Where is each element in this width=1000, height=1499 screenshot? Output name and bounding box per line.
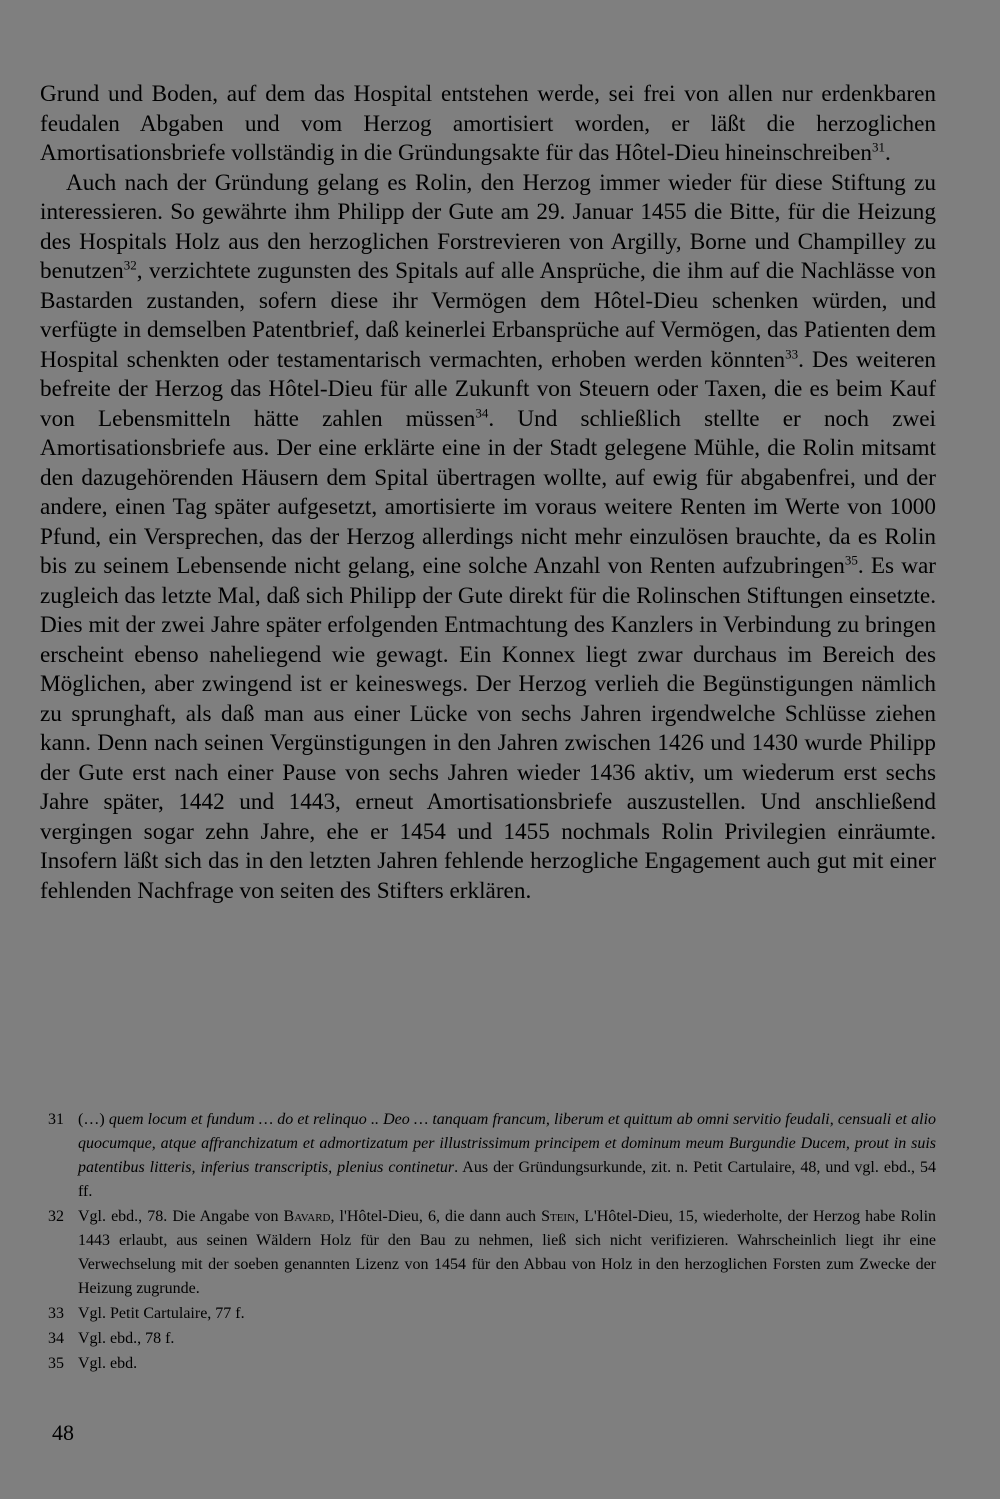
main-text: [40, 80, 936, 906]
footnote-number: 31: [48, 1111, 64, 1128]
paragraph-2: Auch nach der Gründung gelang es Rolin, den Herzog immer wieder für diese Stiftung zu interessieren. So gewährte ihm Philipp der Gute am 29. Januar 1455 die Bitte, für die Heizung des Hospitals Holz aus den herzoglichen Forstrevieren von Argilly, Borne und Champilley zu benutzen$^{32}$, verzichtete zugunsten des Spitals auf alle Ansprüche, die ihm auf die Nachlässe von Bastarden zustanden, sofern diese ihr Vermögen dem Hôtel-Dieu schenken würden, und verfügte in demselben Patentbrief, daß keinerlei Erbansprüche auf Vermögen, das Patienten dem Hospital schenkten oder testamentarisch vermachten, erhoben werden könnten$^{33}$. Des weiteren befreite der Herzog das Hôtel-Dieu für alle Zukunft von Steuern oder Taxen, die es beim Kauf von Lebensmitteln hätte zahlen müssen$^{34}$. Und schließlich stellte er noch zwei Amortisationsbriefe aus. Der eine erklärte eine in der Stadt gelegene Mühle, die Rolin mitsamt den dazugehörenden Häusern dem Spital übertragen wollte, auf ewig für abgabenfrei, und der andere, einen Tag später aufgesetzt, amortisierte im voraus weitere Renten im Werte von 1000 Pfund, ein Versprechen, das der Herzog allerdings nicht mehr einzulösen brauchte, da es Rolin bis zu seinem Lebensende nicht gelang, eine solche Anzahl von Renten aufzubringen$^{35}$. Es war zugleich das letzte Mal, daß sich Philipp der Gute direkt für die Rolinschen Stiftungen einsetzte. Dies mit der zwei Jahre später erfolgenden Entmachtung des Kanzlers in Verbindung zu bringen erscheint ebenso naheliegend wie gewagt. Ein Konnex liegt zwar durchaus im Bereich des Möglichen, aber zwingend ist er keineswegs. Der Herzog verlieh die Begünstigungen nämlich zu sprunghaft, als daß man aus einer Lücke von sechs Jahren irgendwelche Schlüsse ziehen kann. Denn nach seinen Vergünstigungen in den Jahren zwischen 1426 und 1430 wurde Philipp der Gute erst nach einer Pause von sechs Jahren wieder 1436 aktiv, um wiederum erst sechs Jahre später, 1442 und 1443, erneut Amortisationsbriefe auszustellen. Und anschließend vergingen sogar zehn Jahre, ehe er 1454 und 1455 nochmals Rolin Privilegien einräumte. Insofern läßt sich das in den letzten Jahren fehlende herzogliche Engagement auch gut mit einer fehlenden Nachfrage von seiten des Stifters erklären.: [40, 169, 937, 904]
paragraph-1: Grund und Boden, auf dem das Hospital entstehen werde, sei frei von allen nur erdenkbaren feudalen Abgaben und vom Herzog amortisiert worden, er läßt die herzoglichen Amortisationsbriefe vollständig in die Gründungsakte für das Hôtel-Dieu hineinschreiben$^{31}$.: [40, 81, 936, 166]
page-number: 48: [52, 1420, 74, 1445]
author-name: Bavard: [283, 1208, 331, 1225]
footnote-number: 35: [48, 1355, 64, 1372]
latin-quote: quem locum et fundum … do et relinquo .. Deo … tanquam francum, liberum et quittum ab omni servitio feudali, censuali et alio quocumque, atque affranchizatum et admortizatum per illustrissimum principem et dominum meum Burgundie Ducem, prout in suis patentibus litteris, inferius transcriptis, plenius continetur: [78, 1111, 937, 1176]
footnote-number: 32: [48, 1208, 64, 1225]
footnote-ref-34[interactable]: 34: [475, 404, 489, 420]
footnote-ref-35[interactable]: 35: [844, 552, 858, 568]
footnote-32: 32 Vgl. ebd., 78. Die Angabe von Bavard, l'Hôtel-Dieu, 6, die dann auch Stein, L'Hôtel-Dieu, 15, wiederholte, der Herzog habe Rolin 1443 erlaubt, aus seinen Wäldern Holz für den Bau zu nehmen, ließ sich nicht verifizieren. Wahrscheinlich liegt ihr eine Verwechselung mit der soeben genannten Lizenz von 1454 für den Abbau von Holz in den herzoglichen Forsten zum Zwecke der Heizung zugrunde.: [40, 1205, 936, 1301]
footnote-33: 33 Vgl. Petit Cartulaire, 77 f.: [40, 1302, 936, 1326]
footnote-ref-31[interactable]: 31: [871, 139, 885, 155]
author-name: Stein: [541, 1208, 576, 1225]
footnote-ref-32[interactable]: 32: [123, 257, 137, 273]
footnote-31: 31 (…) quem locum et fundum … do et relinquo .. Deo … tanquam francum, liberum et quittum ab omni servitio feudali, censuali et alio quocumque, atque affranchizatum et admortizatum per illustrissimum principem et dominum meum Burgundie Ducem, prout in suis patentibus litteris, inferius transcriptis, plenius continetur. Aus der Gründungsurkunde, zit. n. Petit Cartulaire, 48, und vgl. ebd., 54 ff.: [40, 1108, 936, 1204]
footnote-34: 34 Vgl. ebd., 78 f.: [40, 1327, 936, 1351]
footnote-number: 34: [48, 1330, 64, 1347]
footnote-number: 33: [48, 1305, 64, 1322]
footnote-35: 35 Vgl. ebd.: [40, 1352, 936, 1376]
footnote-ref-33[interactable]: 33: [785, 345, 799, 361]
footnotes: [40, 1108, 936, 1377]
